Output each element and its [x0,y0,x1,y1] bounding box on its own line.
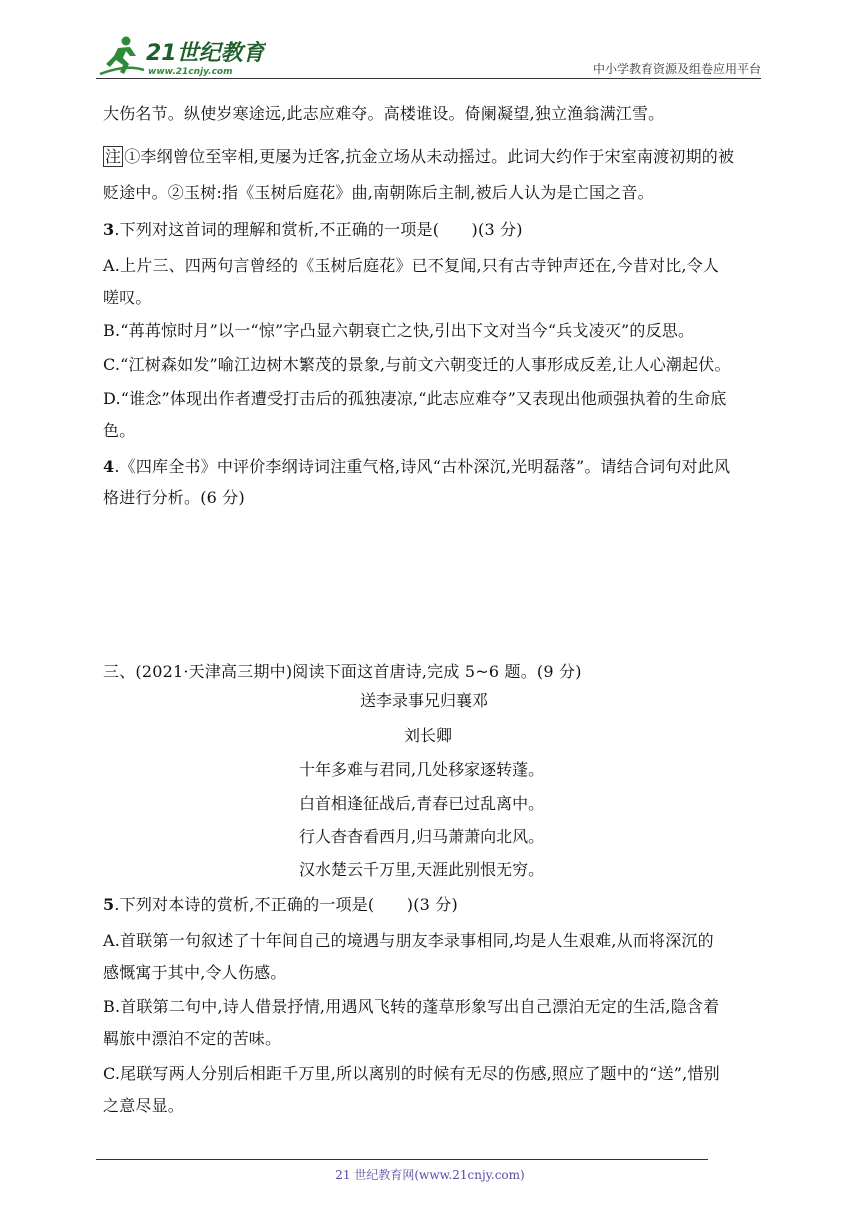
q5-option-c-line-1: C.尾联写两人分别后相距千万里,所以离别的时候有无尽的伤感,照应了题中的“送”,惜别 [103,1064,720,1083]
question-3-stem [103,219,763,241]
note-line-1 [103,146,763,168]
note-line-2: 贬途中。②玉树:指《玉树后庭花》曲,南朝陈后主制,被后人认为是亡国之音。 [103,183,654,202]
poem-line-4: 汉水楚云千万里,天涯此别恨无穷。 [299,860,545,879]
q5-option-a-line-2: 感慨寓于其中,令人伤感。 [103,963,287,982]
question-4-number: 4 [103,457,115,476]
question-3-text: .下列对这首词的理解和赏析,不正确的一项是( )(3 分) [114,220,523,239]
poem-line-2: 白首相逢征战后,青春已过乱离中。 [299,794,545,813]
q5-option-b-line-1: B.首联第二句中,诗人借景抒情,用遇风飞转的蓬草形象写出自己漂泊无定的生活,隐含着 [103,997,720,1016]
q3-option-a-line-1: A.上片三、四两句言曾经的《玉树后庭花》已不复闻,只有古寺钟声还在,今昔对比,令人 [103,256,720,275]
page-footer: 21 世纪教育网(www.21cnjy.com) [335,1168,525,1182]
footer-divider [96,1159,708,1160]
note-label: 注 [105,147,122,166]
header-divider [96,78,761,79]
poem-author: 刘长卿 [404,726,453,745]
question-3-number: 3 [103,220,115,239]
question-4-text: .《四库全书》中评价李纲诗词注重气格,诗风“古朴深沉,光明磊落”。请结合词句对此风 [114,457,731,476]
logo-url: www.21cnjy.com [148,67,233,77]
q3-option-a-line-2: 嗟叹。 [103,288,152,307]
q5-option-a-line-1: A.首联第一句叙述了十年间自己的境遇与朋友李录事相同,均是人生艰难,从而将深沉的 [103,931,714,950]
q3-option-d-line-1: D.“谁念”体现出作者遭受打击后的孤独凄凉,“此志应难夺”又表现出他顽强执着的生命底 [103,389,727,408]
logo-21cnjy [96,34,266,78]
q3-option-b: B.“苒苒惊时月”以一“惊”字凸显六朝衰亡之快,引出下文对当今“兵戈凌灭”的反思。 [103,321,695,340]
poem-ending-line: 大伤名节。纵使岁寒途远,此志应难夺。高楼谁设。倚阑凝望,独立渔翁满江雪。 [103,104,665,123]
q5-option-c-line-2: 之意尽显。 [103,1096,185,1115]
q5-option-b-line-2: 羁旅中漂泊不定的苦味。 [103,1029,282,1048]
page-header [96,30,761,80]
q3-option-d-line-2: 色。 [103,421,136,440]
question-5-text: .下列对本诗的赏析,不正确的一项是( )(3 分) [114,895,458,914]
question-5-stem [103,894,763,916]
poem-title: 送李录事兄归襄邓 [360,691,489,710]
question-5-number: 5 [103,895,115,914]
platform-name: 中小学教育资源及组卷应用平台 [592,62,761,76]
logo-title: 21世纪教育 [146,41,265,66]
runner-logo-icon [100,37,144,75]
poem-line-3: 行人杳杳看西月,归马萧萧向北风。 [299,827,545,846]
poem-line-1: 十年多难与君同,几处移家逐转蓬。 [299,760,545,779]
note-text-1: ①李纲曾位至宰相,更屡为迁客,抗金立场从未动摇过。此词大约作于宋室南渡初期的被 [124,147,735,166]
q3-option-c: C.“江树森如发”喻江边树木繁茂的景象,与前文六朝变迁的人事形成反差,让人心潮起伏。 [103,355,731,374]
question-4-line-2: 格进行分析。(6 分) [103,488,245,507]
question-4-line-1 [103,456,763,478]
section-3-heading: 三、(2021·天津高三期中)阅读下面这首唐诗,完成 5~6 题。(9 分) [103,662,582,681]
